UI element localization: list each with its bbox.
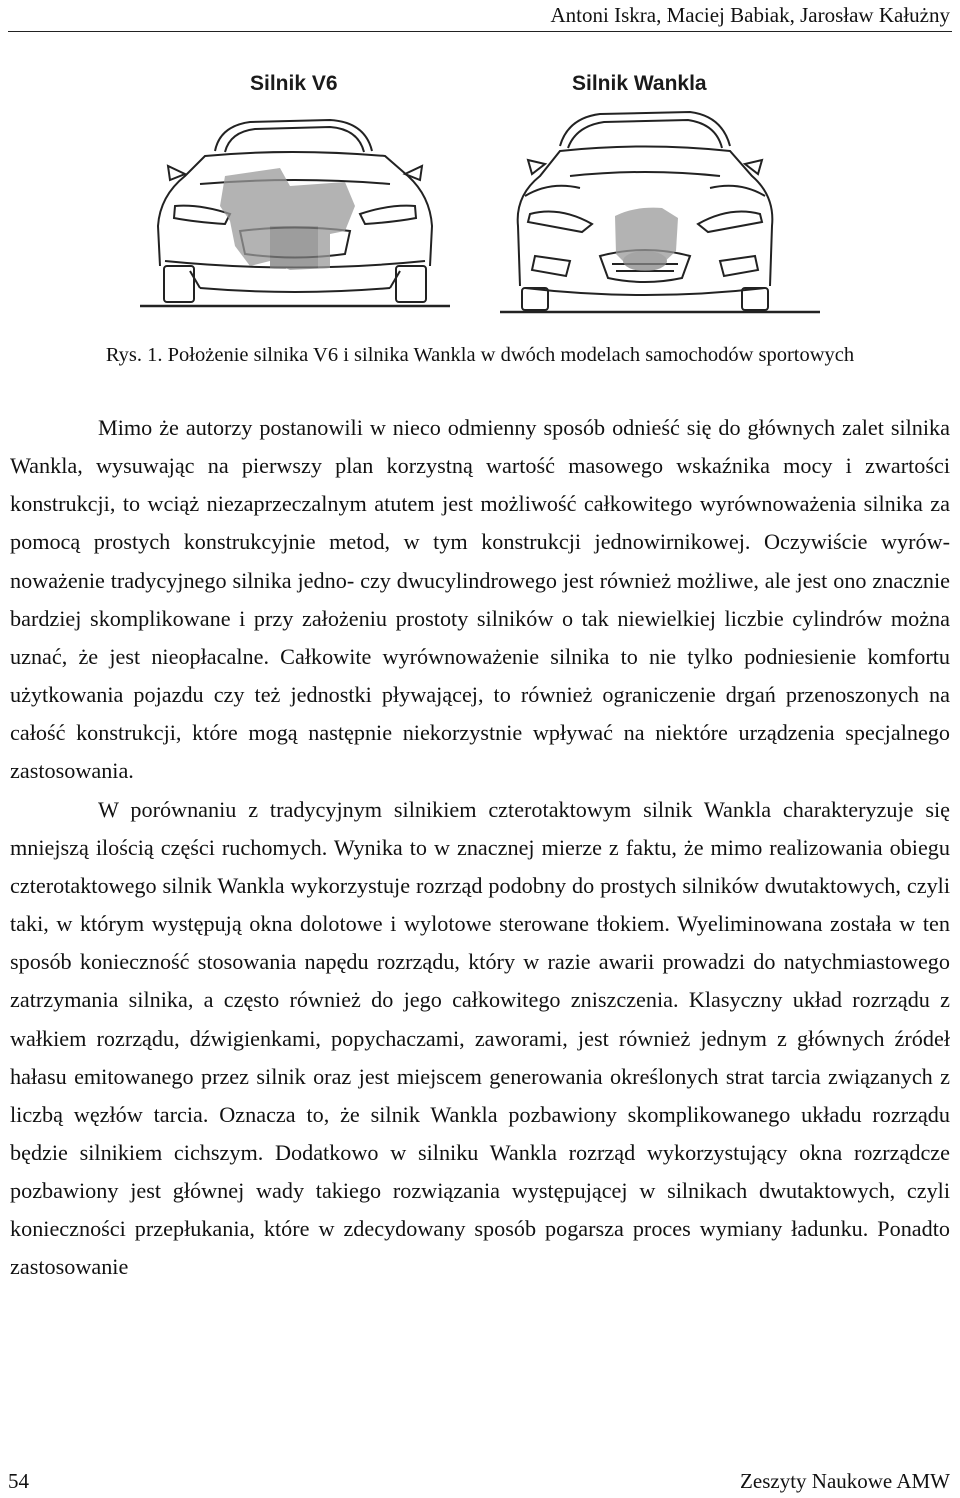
figure-car-comparison	[130, 56, 830, 326]
body-text	[10, 409, 950, 1287]
page-number: 54	[8, 1469, 29, 1493]
figure-caption: Rys. 1. Położenie silnika V6 i silnika Wankla w dwóch modelach samochodów sportowych	[105, 344, 855, 366]
label-wankel: Silnik Wankla	[572, 72, 707, 95]
car-comparison-illustration	[130, 56, 830, 326]
running-head-authors: Antoni Iskra, Maciej Babiak, Jarosław Kałużny	[550, 3, 950, 27]
paragraph: W porównaniu z tradycyjnym silnikiem czterotaktowym silnik Wankla charakteryzuje się mniejszą ilością części ruchomych. Wynika to w znacznej mierze z faktu, że mimo realizowania obiegu czterotaktowego silnik Wankla wykorzystuje rozrząd podobny do prostych silników dwutaktowych, czyli taki, w którym występują okna dolotowe i wylotowe sterowane tłokiem. Wyeliminowana została w ten sposób konieczność stosowania napędu rozrządu, który w razie awarii prowadzi do natychmiastowego zatrzymania silnika, a często również do jego całkowitego zniszczenia. Klasyczny układ rozrządu z wałkiem rozrządu, dźwigienkami, popychaczami, zaworami, jest również jednym z głównych źródeł hałasu emitowanego przez silnik oraz jest miejscem generowania określonych strat tarcia związanych z liczbą węzłów tarcia. Oznacza to, że silnik Wankla pozbawiony skomplikowanego układu rozrządu będzie silnikiem cichszym. Dodatkowo w silniku Wankla rozrząd wykorzystujący okna rozrządcze pozbawiony jest głównej wady takiego rozwiązania występującej w silnikach dwutaktowych, czyli konieczności przepłukania, które w zdecydowany sposób pogarsza proces wymiany ładunku. Ponadto zastosowanie	[10, 796, 950, 1280]
paragraph: Mimo że autorzy postanowili w nieco odmienny sposób odnieść się do głównych zalet silnika Wankla, wysuwając na pierwszy plan korzystną wartość masowego wskaźnika mocy i zwartości konstrukcji, to wciąż niezaprzeczalnym atutem jest możliwość całkowitego wyrównoważenia silnika za pomocą prostych konstrukcyjnie metod, w tym konstrukcji jednowirnikowej. Oczywiście wyrównoważenie tradycyjnego silnika jedno- czy dwucylindrowego jest również możliwe, ale jest ono znacznie bardziej skomplikowane i przy założeniu prostoty silników o tak niewielkiej liczbie cylindrów można uznać, że jest nieopłacalne. Całkowite wyrównoważenie silnika to nie tylko podniesienie komfortu użytkowania pojazdu czy też jednostki pływającej, to również ograniczenie drgań przenoszonych na całość konstrukcji, które mogą następnie niekorzystnie wpływać na niektóre urządzenia specjalnego zastosowania.	[10, 415, 950, 784]
header-rule	[8, 31, 952, 32]
journal-name: Zeszyty Naukowe AMW	[740, 1469, 950, 1493]
wankel-engine-silhouette	[615, 208, 678, 271]
label-v6: Silnik V6	[250, 72, 338, 95]
